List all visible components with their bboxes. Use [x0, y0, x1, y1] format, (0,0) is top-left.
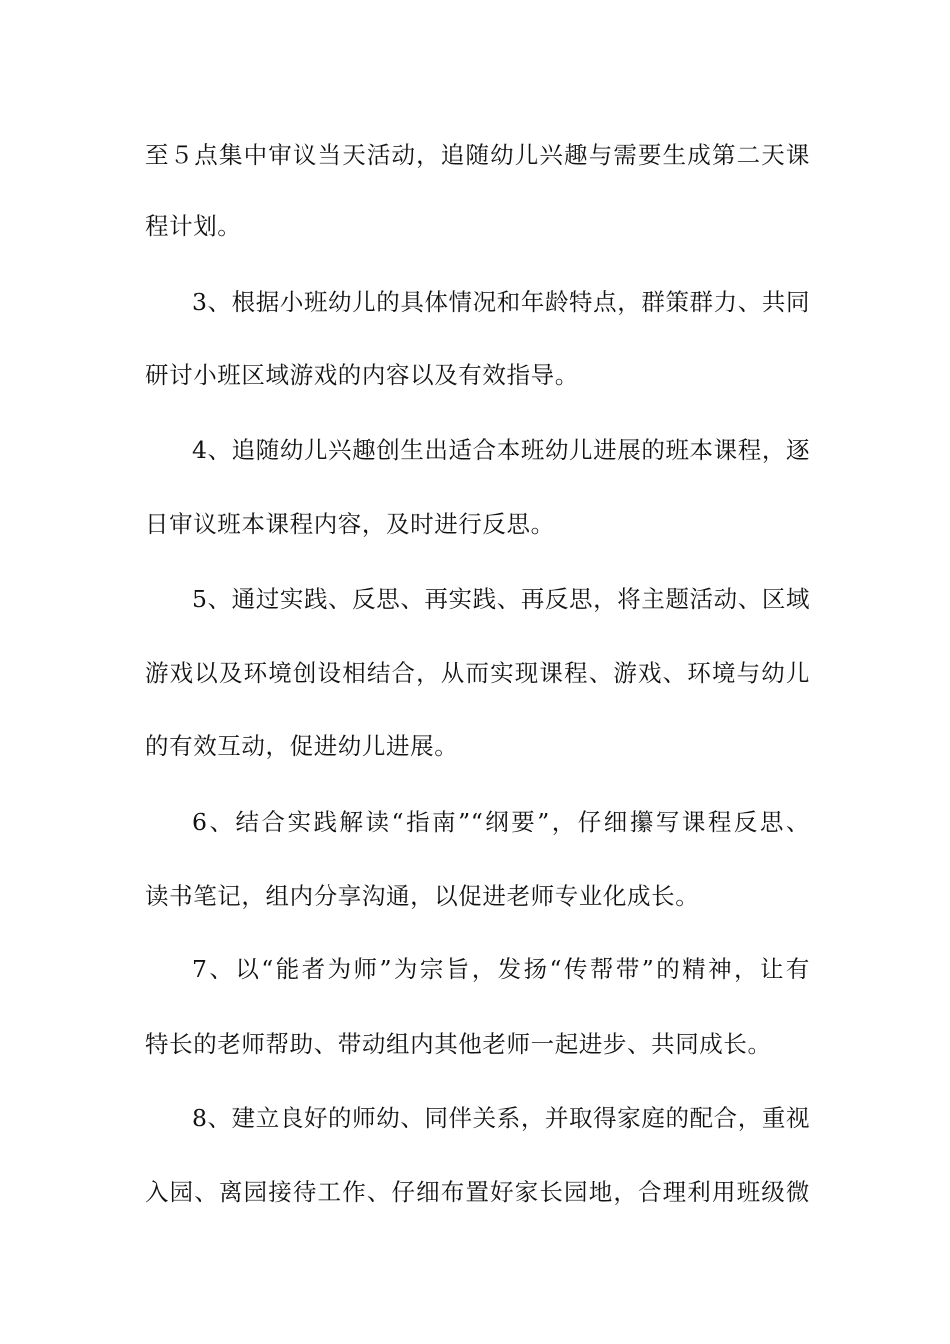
paragraph-line: 特长的老师帮助、带动组内其他老师一起进步、共同成长。 [145, 1030, 772, 1058]
paragraph-line: 的有效互动，促进幼儿进展。 [145, 732, 459, 760]
paragraph-line: 3、根据小班幼儿的具体情况和年龄特点，群策群力、共同 [192, 288, 811, 316]
paragraph-line: 程计划。 [145, 212, 242, 240]
paragraph-line: 入园、离园接待工作、仔细布置好家长园地，合理利用班级微 [145, 1178, 810, 1206]
paragraph-line: 6、结合实践解读“指南”“纲要”，仔细攥写课程反思、 [192, 808, 810, 836]
paragraph-line: 读书笔记，组内分享沟通，以促进老师专业化成长。 [145, 882, 700, 910]
paragraph-line: 7、以“能者为师”为宗旨，发扬“传帮带”的精神，让有 [192, 955, 810, 983]
paragraph-line: 研讨小班区域游戏的内容以及有效指导。 [145, 361, 579, 389]
paragraph-line: 8、建立良好的师幼、同伴关系，并取得家庭的配合，重视 [192, 1104, 811, 1132]
paragraph-line: 4、追随幼儿兴趣创生出适合本班幼儿进展的班本课程，逐 [192, 436, 811, 464]
paragraph-line: 5、通过实践、反思、再实践、再反思，将主题活动、区域 [192, 585, 811, 613]
paragraph-line: 日审议班本课程内容，及时进行反思。 [145, 510, 555, 538]
paragraph-line: 游戏以及环境创设相结合，从而实现课程、游戏、环境与幼儿 [145, 659, 810, 687]
paragraph-line: 至５点集中审议当天活动，追随幼儿兴趣与需要生成第二天课 [145, 141, 810, 169]
